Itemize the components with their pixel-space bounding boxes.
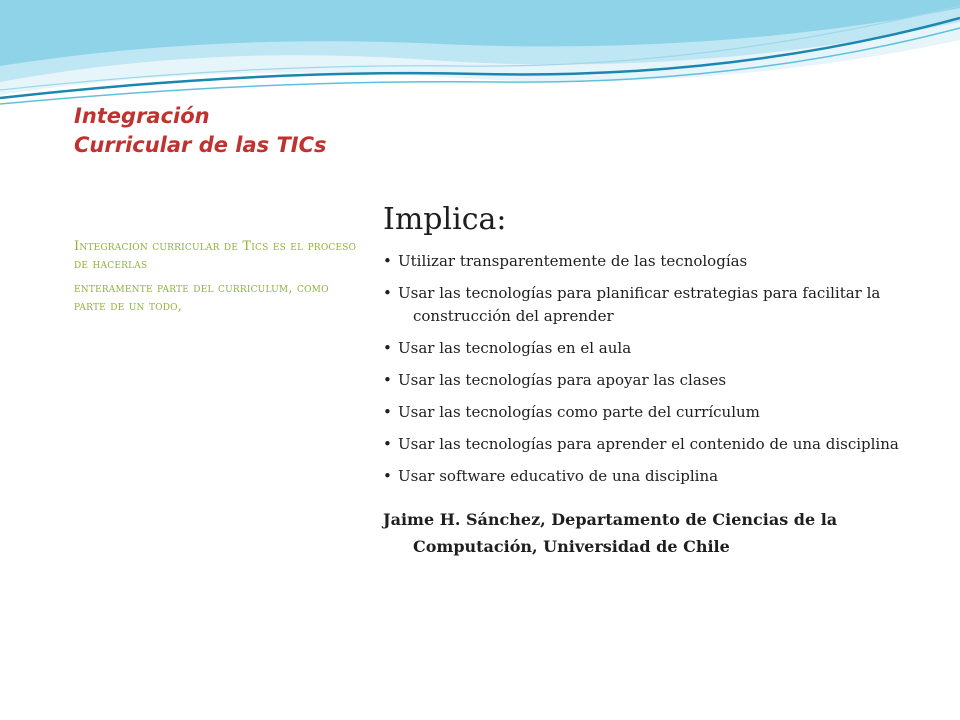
bullet-icon: •	[383, 403, 392, 421]
bullet-item	[383, 433, 913, 456]
bullet-text: Usar las tecnologías en el aula	[398, 339, 632, 357]
bullet-text: Usar las tecnologías para apoyar las clases	[398, 371, 727, 389]
bullet-item	[383, 465, 913, 488]
bullet-item	[383, 250, 913, 273]
title-line-1: Integración	[74, 104, 210, 128]
bullet-icon: •	[383, 371, 392, 389]
slide-subtitle	[74, 238, 364, 322]
subtitle-paragraph-1: Integración curricular de Tics es el proceso de hacerlas	[74, 239, 357, 272]
content-heading: Implica:	[383, 202, 507, 237]
slide-title	[74, 102, 394, 160]
bullet-text: Usar las tecnologías para planificar estrategias para facilitar la construcción del aprender	[398, 284, 881, 325]
bullet-text: Utilizar transparentemente de las tecnologías	[398, 252, 748, 270]
bullet-icon: •	[383, 467, 392, 485]
citation: Jaime H. Sánchez, Departamento de Ciencias de la Computación, Universidad de Chile	[383, 510, 838, 556]
content-area	[383, 200, 913, 560]
bullet-item	[383, 337, 913, 360]
subtitle-paragraph-2: enteramente parte del curriculum, como parte de un todo,	[74, 281, 329, 314]
bullet-list	[383, 250, 913, 488]
bullet-item	[383, 282, 913, 328]
bullet-item	[383, 369, 913, 392]
bullet-icon: •	[383, 284, 392, 302]
bullet-icon: •	[383, 252, 392, 270]
title-line-2: Curricular de las TICs	[74, 133, 327, 157]
bullet-text: Usar software educativo de una disciplina	[398, 467, 719, 485]
bullet-icon: •	[383, 339, 392, 357]
bullet-text: Usar las tecnologías para aprender el contenido de una disciplina	[398, 435, 899, 453]
bullet-item	[383, 401, 913, 424]
bullet-text: Usar las tecnologías como parte del currículum	[398, 403, 760, 421]
bullet-icon: •	[383, 435, 392, 453]
